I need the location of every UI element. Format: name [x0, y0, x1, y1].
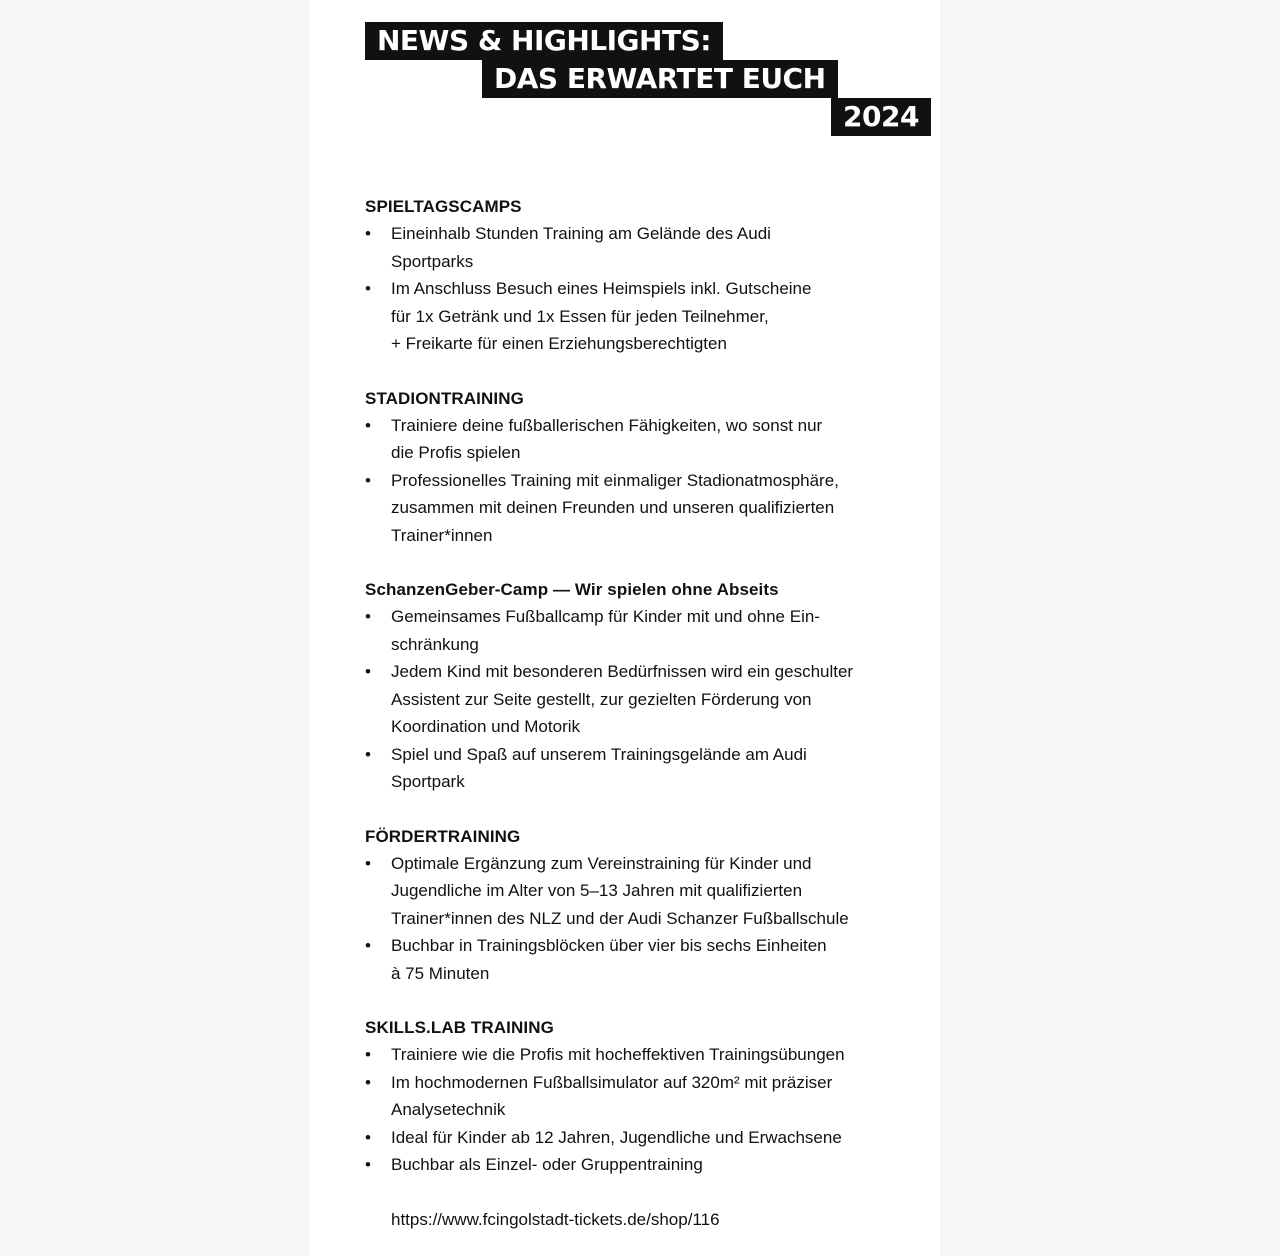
list-item: • Eineinhalb Stunden Training am Gelände des Audi Sportparks [365, 220, 885, 275]
section-title: SchanzenGeber-Camp — Wir spielen ohne Abseits [365, 580, 779, 599]
list-item: • Ideal für Kinder ab 12 Jahren, Jugendliche und Erwachsene [365, 1124, 885, 1152]
list-item: • Spiel und Spaß auf unserem Trainingsgelände am Audi Sportpark [365, 741, 885, 796]
section-title: SKILLS.LAB TRAINING [365, 1018, 554, 1037]
shop-url: https://www.fcingolstadt-tickets.de/shop/116 [391, 1209, 720, 1229]
list-item: • Professionelles Training mit einmaliger Stadionatmosphäre, zusammen mit deinen Freunden und unseren qualifizierten Trainer*innen [365, 467, 885, 550]
headline-block [365, 22, 919, 162]
list-item: • Jedem Kind mit besonderen Bedürfnissen wird ein geschulter Assistent zur Seite gestellt, zur gezielten Förderung von Koordination und Motorik [365, 658, 885, 741]
document-page [310, 0, 940, 1256]
bullet-list [365, 220, 885, 358]
list-item: • Buchbar in Trainingsblöcken über vier bis sechs Einheiten à 75 Minuten [365, 932, 885, 987]
headline-line-1: NEWS & HIGHLIGHTS: [365, 22, 723, 60]
list-item: • Gemeinsames Fußballcamp für Kinder mit und ohne Ein- schränkung [365, 603, 885, 658]
section-skills-lab-training [365, 1014, 885, 1179]
bullet-list [365, 1041, 885, 1179]
bullet-list [365, 412, 885, 550]
section-title: SPIELTAGSCAMPS [365, 197, 522, 216]
list-item: • Im hochmodernen Fußballsimulator auf 320m² mit präziser Analysetechnik [365, 1069, 885, 1124]
list-item: • Trainiere deine fußballerischen Fähigkeiten, wo sonst nur die Profis spielen [365, 412, 885, 467]
list-item: • Im Anschluss Besuch eines Heimspiels inkl. Gutscheine für 1x Getränk und 1x Essen für jeden Teilnehmer, + Freikarte für einen Erziehungsberechtigten [365, 275, 885, 358]
list-item: • Optimale Ergänzung zum Vereinstraining für Kinder und Jugendliche im Alter von 5–13 Jahren mit qualifizierten Trainer*innen des NLZ und der Audi Schanzer Fußballschule [365, 850, 885, 933]
headline-year: 2024 [831, 98, 931, 136]
section-foerdertraining [365, 823, 885, 988]
section-title: STADIONTRAINING [365, 388, 524, 408]
section-schanzengeber-camp [365, 576, 885, 796]
section-spieltagscamps [365, 193, 885, 358]
section-title: FÖRDERTRAINING [365, 826, 521, 846]
content-area [365, 193, 885, 1233]
bullet-list [365, 850, 885, 988]
headline-line-2: DAS ERWARTET EUCH [482, 60, 838, 98]
bullet-list [365, 603, 885, 796]
list-item: • Buchbar als Einzel- oder Gruppentraining [365, 1151, 885, 1179]
list-item: • Trainiere wie die Profis mit hocheffektiven Trainingsübungen [365, 1041, 885, 1069]
section-stadiontraining [365, 385, 885, 550]
